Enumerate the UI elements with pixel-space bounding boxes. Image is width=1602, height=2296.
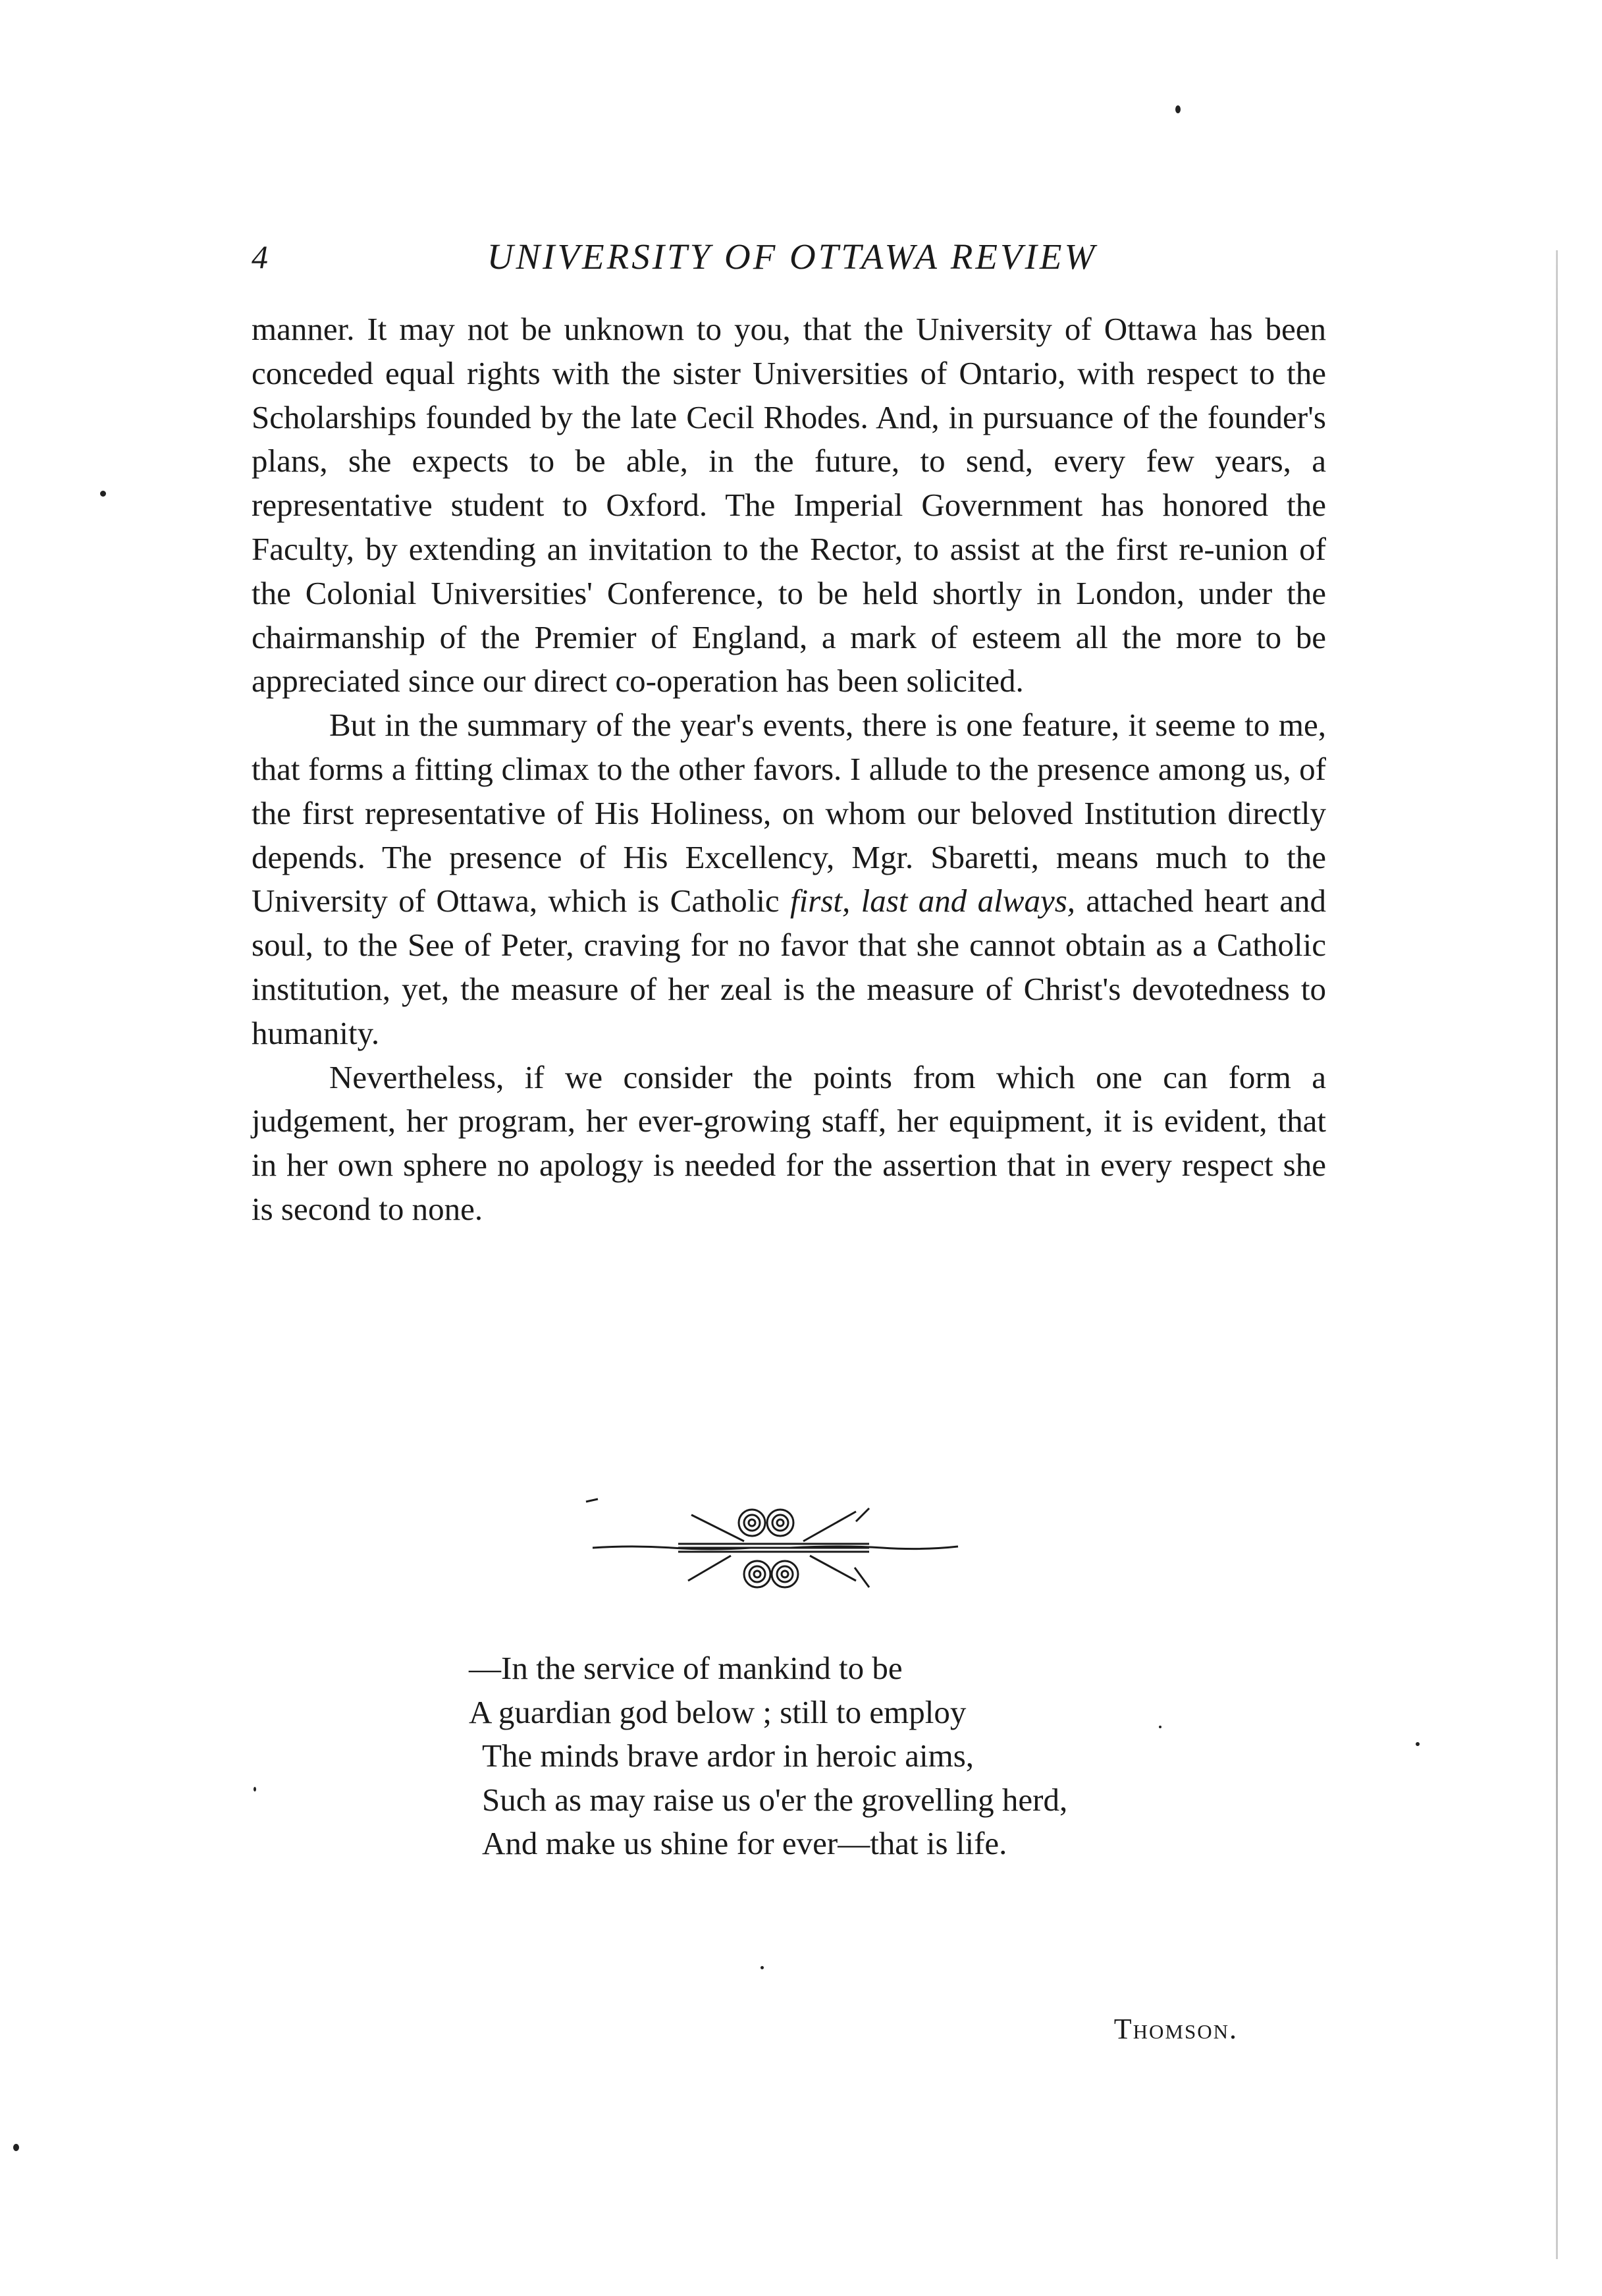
paragraph-2 bbox=[252, 703, 1326, 1055]
poem-line: A guardian god below ; still to employ bbox=[469, 1693, 967, 1730]
scan-speck bbox=[100, 491, 106, 497]
page-number: 4 bbox=[252, 238, 268, 275]
paragraph-3: Nevertheless, if we consider the points from which one can form a judgement, her program, her ever-growing staff, her equipment, it is evident, that in her own sphere no apology is needed for the assertion that in every respect she is second to none. bbox=[252, 1058, 1326, 1227]
running-head: UNIVERSITY OF OTTAWA REVIEW bbox=[487, 236, 1098, 277]
page-header bbox=[252, 227, 1326, 287]
poem-line: The minds brave ardor in heroic aims, bbox=[482, 1737, 975, 1774]
poem-line: Such as may raise us o'er the grovelling herd, bbox=[482, 1781, 1068, 1818]
paragraph-2-italic: first, last and always, bbox=[790, 883, 1076, 919]
paragraph-1: manner. It may not be unknown to you, that the University of Ottawa has been conceded equal rights with the sister Universities of Ontario, with respect to the Scholarships founded by the late Cecil Rhodes. And, in pursuance of the founder's plans, she expects to be able, in the future, to send, every few years, a representative student to Oxford. The Imperial Government has honored the Faculty, by extending an invitation to the Rector, to assist at the first re-union of the Colonial Universities' Conference, to be held shortly in London, under the chairmanship of the Premier of England, a mark of esteem all the more to be appreciated since our direct co-operation has been solicited. bbox=[252, 311, 1326, 699]
poem-line: And make us shine for ever—that is life. bbox=[482, 1825, 1007, 1861]
poem bbox=[469, 1647, 1325, 1866]
scan-speck bbox=[1416, 1742, 1420, 1746]
scan-speck bbox=[254, 1787, 256, 1791]
paragraph-2-text-a: But in the summary of the year's events, there is one feature, it seeme to me, that forms a fitting climax to the other favors. I allude to the presence among us, of the first representative of His Holiness, on whom our beloved Institution directly depends. The presence of His Excellency, Mgr. Sbaretti, means much to the University of Ottawa, which is Catholic bbox=[252, 707, 1326, 919]
scan-speck bbox=[1175, 105, 1181, 113]
scan-speck bbox=[1159, 1726, 1161, 1728]
poem-attribution: Thomson. bbox=[1113, 2013, 1238, 2045]
paragraph-2-text-b: attached heart and soul, to the See of Peter, craving for no favor that she cannot obtain as a Catholic institution, yet, the measure of her zeal is the measure of Christ's devotedness to humanity. bbox=[252, 883, 1326, 1051]
poem-line: —In the service of mankind to be bbox=[469, 1650, 903, 1686]
scan-edge-line bbox=[1556, 250, 1558, 2259]
ornament-divider-icon bbox=[579, 1482, 961, 1607]
scan-speck bbox=[761, 1966, 764, 1969]
scan-speck bbox=[13, 2144, 19, 2151]
body-text bbox=[252, 308, 1326, 1232]
